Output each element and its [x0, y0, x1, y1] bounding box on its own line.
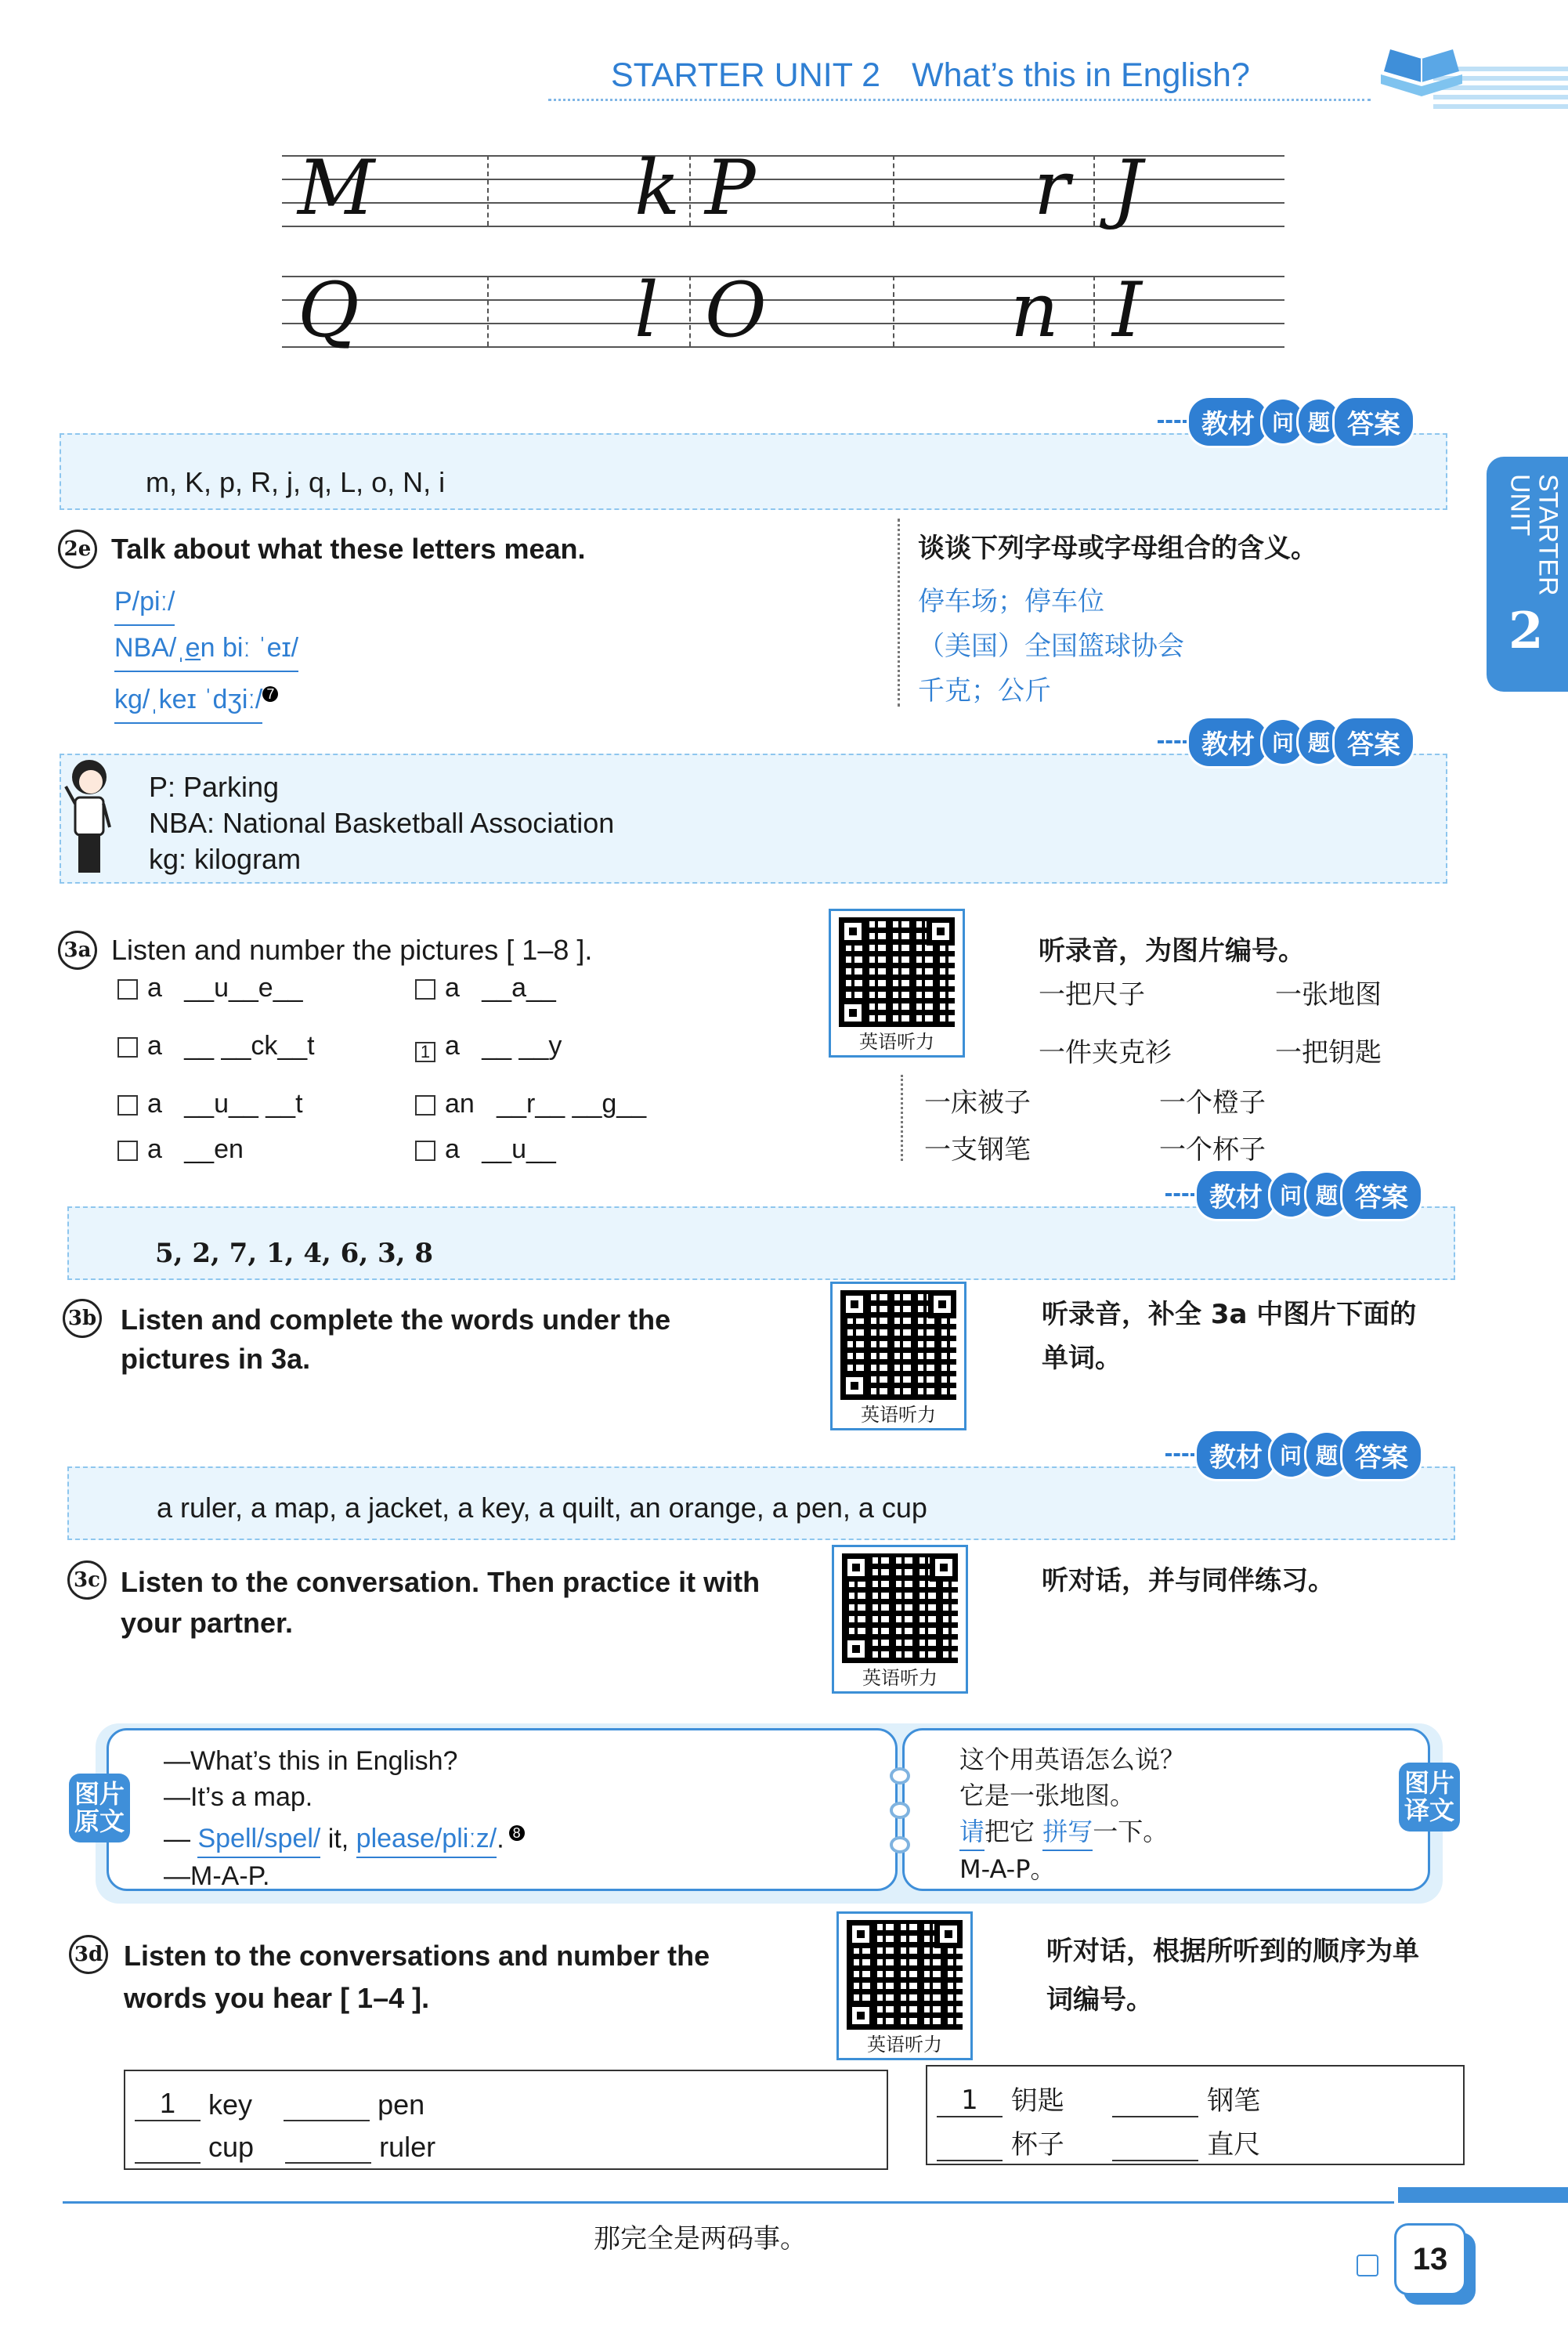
answer-words-box-zh	[926, 2065, 1465, 2165]
answer-badge: 教材 问 题 答案	[1165, 1172, 1421, 1217]
phonetic-list	[114, 580, 298, 724]
conversation-translation	[902, 1728, 1430, 1891]
question-text: Listen and number the pictures [ 1–8 ].	[111, 934, 593, 966]
zh-title: 谈谈下列字母或字母组合的含义。	[918, 533, 1317, 564]
qr-code[interactable]	[829, 909, 965, 1058]
word: ruler	[379, 2131, 436, 2163]
note-marker: 8	[509, 1825, 525, 1841]
qr-label: 英语听力	[867, 2034, 942, 2056]
qr-code[interactable]	[836, 1911, 973, 2060]
checkbox[interactable]: 1	[415, 1042, 435, 1062]
zh-item: 一个杯子	[1159, 1134, 1266, 1166]
question-text: Listen to the conversations and number the words you hear [ 1–4 ].	[124, 1940, 710, 2014]
original-text-label: 图片原文	[69, 1774, 130, 1842]
zh-item: 一把钥匙	[1275, 1037, 1382, 1069]
checkbox[interactable]	[415, 979, 435, 1000]
question-number: 3c	[67, 1560, 107, 1600]
question-number: 2e	[58, 530, 97, 569]
word: cup	[208, 2131, 255, 2163]
hw-letter: Q	[298, 266, 359, 354]
footer-bar	[1398, 2187, 1568, 2203]
word: 直尺	[1207, 2129, 1261, 2161]
boy-icon	[61, 757, 117, 885]
question-number: 3a	[58, 931, 97, 970]
answer-badge: 教材 问 题 答案	[1158, 399, 1413, 444]
number-blank[interactable]	[285, 2162, 371, 2164]
word: pen	[378, 2088, 425, 2121]
zh-item: 一床被子	[924, 1087, 1031, 1119]
phonetic-item: NBA/ˌe̲n biː ˈeɪ/	[114, 626, 298, 672]
book-icon	[1375, 43, 1469, 106]
checkbox[interactable]	[415, 1141, 435, 1161]
answer-text: a ruler, a map, a jacket, a key, a quilt, an orange, a pen, a cup	[157, 1492, 927, 1524]
column-separator	[901, 1075, 903, 1161]
unit-label: STARTER UNIT 2	[611, 56, 881, 94]
hw-letter: O	[705, 266, 767, 354]
footer-divider	[63, 2201, 1394, 2204]
answer-badge: 教材 问 题 答案	[1165, 1432, 1421, 1477]
answer-words-box-en	[124, 2070, 888, 2170]
hw-letter: k	[634, 144, 681, 232]
qr-label: 英语听力	[859, 1031, 934, 1053]
phonetic-item: kg/ˌkeɪ ˈdʒiː/	[114, 678, 262, 724]
page-header-title	[611, 56, 1250, 95]
page-number: 13	[1394, 2223, 1466, 2295]
column-separator	[898, 519, 900, 707]
hw-letter: n	[1010, 266, 1059, 354]
answer-text: 5, 2, 7, 1, 4, 6, 3, 8	[155, 1238, 433, 1269]
question-number: 3b	[63, 1299, 102, 1338]
checkbox[interactable]	[117, 1037, 138, 1058]
checkbox[interactable]	[117, 1095, 138, 1116]
checkbox[interactable]	[117, 979, 138, 1000]
zh-item: 一支钢笔	[924, 1134, 1031, 1166]
question-text: Talk about what these letters mean.	[111, 533, 586, 565]
number-blank[interactable]: 1	[135, 2087, 201, 2121]
side-tab-number: 2	[1508, 602, 1544, 660]
answer-list: P: Parking NBA: National Basketball Association kg: kilogram	[149, 771, 615, 875]
answer-badge: 教材 问 题 答案	[1158, 719, 1413, 765]
note-marker: 7	[262, 686, 278, 702]
word: key	[208, 2088, 253, 2121]
hw-letter: l	[634, 266, 659, 354]
side-tab	[1487, 457, 1568, 692]
binder-ring	[890, 1767, 910, 1785]
unit-title: What’s this in English?	[912, 56, 1250, 94]
number-blank[interactable]	[1112, 2116, 1198, 2117]
qr-code[interactable]	[830, 1282, 966, 1430]
word: 杯子	[1010, 2129, 1064, 2161]
word: 钢笔	[1207, 2085, 1261, 2117]
question-text: Listen to the conversation. Then practice it with your partner.	[121, 1566, 761, 1639]
word: 钥匙	[1010, 2085, 1064, 2117]
zh-item: 一件夹克衫	[1039, 1037, 1172, 1069]
question-text: Listen and complete the words under the pictures in 3a.	[121, 1304, 671, 1375]
number-blank[interactable]	[135, 2162, 201, 2164]
qr-label: 英语听力	[862, 1667, 938, 1689]
zh-meaning-list: 停车场；停车位 （美国）全国篮球协会 千克；公斤	[918, 586, 1184, 707]
zh-instruction: 听对话，根据所听到的顺序为单 词编号。	[1046, 1936, 1419, 2016]
binder-ring	[890, 1836, 910, 1853]
hw-letter: I	[1112, 266, 1142, 354]
question-number: 3d	[69, 1935, 108, 1974]
zh-instruction: 听录音，补全 3a 中图片下面的 单词。	[1042, 1299, 1417, 1374]
qr-code[interactable]	[832, 1545, 968, 1694]
answer-box-2	[60, 754, 1447, 884]
checkbox[interactable]	[117, 1141, 138, 1161]
answer-text: m, K, p, R, j, q, L, o, N, i	[146, 466, 446, 498]
zh-title: 听录音，为图片编号。	[1039, 935, 1305, 967]
header-divider	[548, 99, 1371, 101]
number-blank[interactable]	[284, 2120, 370, 2121]
footer-square-icon	[1357, 2255, 1378, 2276]
zh-item: 一张地图	[1275, 979, 1382, 1011]
hw-letter: r	[1034, 144, 1070, 232]
zh-item: 一把尺子	[1039, 979, 1145, 1011]
number-blank[interactable]	[937, 2160, 1003, 2161]
zh-item: 一个橙子	[1159, 1087, 1266, 1119]
binder-ring	[890, 1802, 910, 1819]
number-blank[interactable]: 1	[937, 2085, 1003, 2117]
footer-quote: 那完全是两码事。	[594, 2223, 807, 2255]
zh-instruction: 听对话，并与同伴练习。	[1042, 1565, 1335, 1597]
hw-letter: P	[705, 144, 756, 232]
number-blank[interactable]	[1112, 2160, 1198, 2161]
conversation-original	[107, 1728, 898, 1891]
translation-label: 图片译文	[1399, 1763, 1460, 1832]
conversation-lines: —What’s this in English? —It’s a map. — Spell/spel/ it, please/pliːz/. $^8$ —M-A-P.	[164, 1743, 525, 1894]
handwriting-grid	[282, 141, 1284, 384]
side-tab-label: STARTER UNIT	[1505, 474, 1563, 596]
conversation-zh-lines: 这个用英语怎么说？ 它是一张地图。 请把它 拼写一下。 M-A-P。	[959, 1745, 1186, 1884]
qr-label: 英语听力	[861, 1404, 936, 1426]
checkbox[interactable]	[415, 1095, 435, 1116]
hw-letter: J	[1112, 144, 1143, 232]
phonetic-item: P/piː/	[114, 580, 175, 626]
hw-letter: M	[298, 144, 375, 232]
